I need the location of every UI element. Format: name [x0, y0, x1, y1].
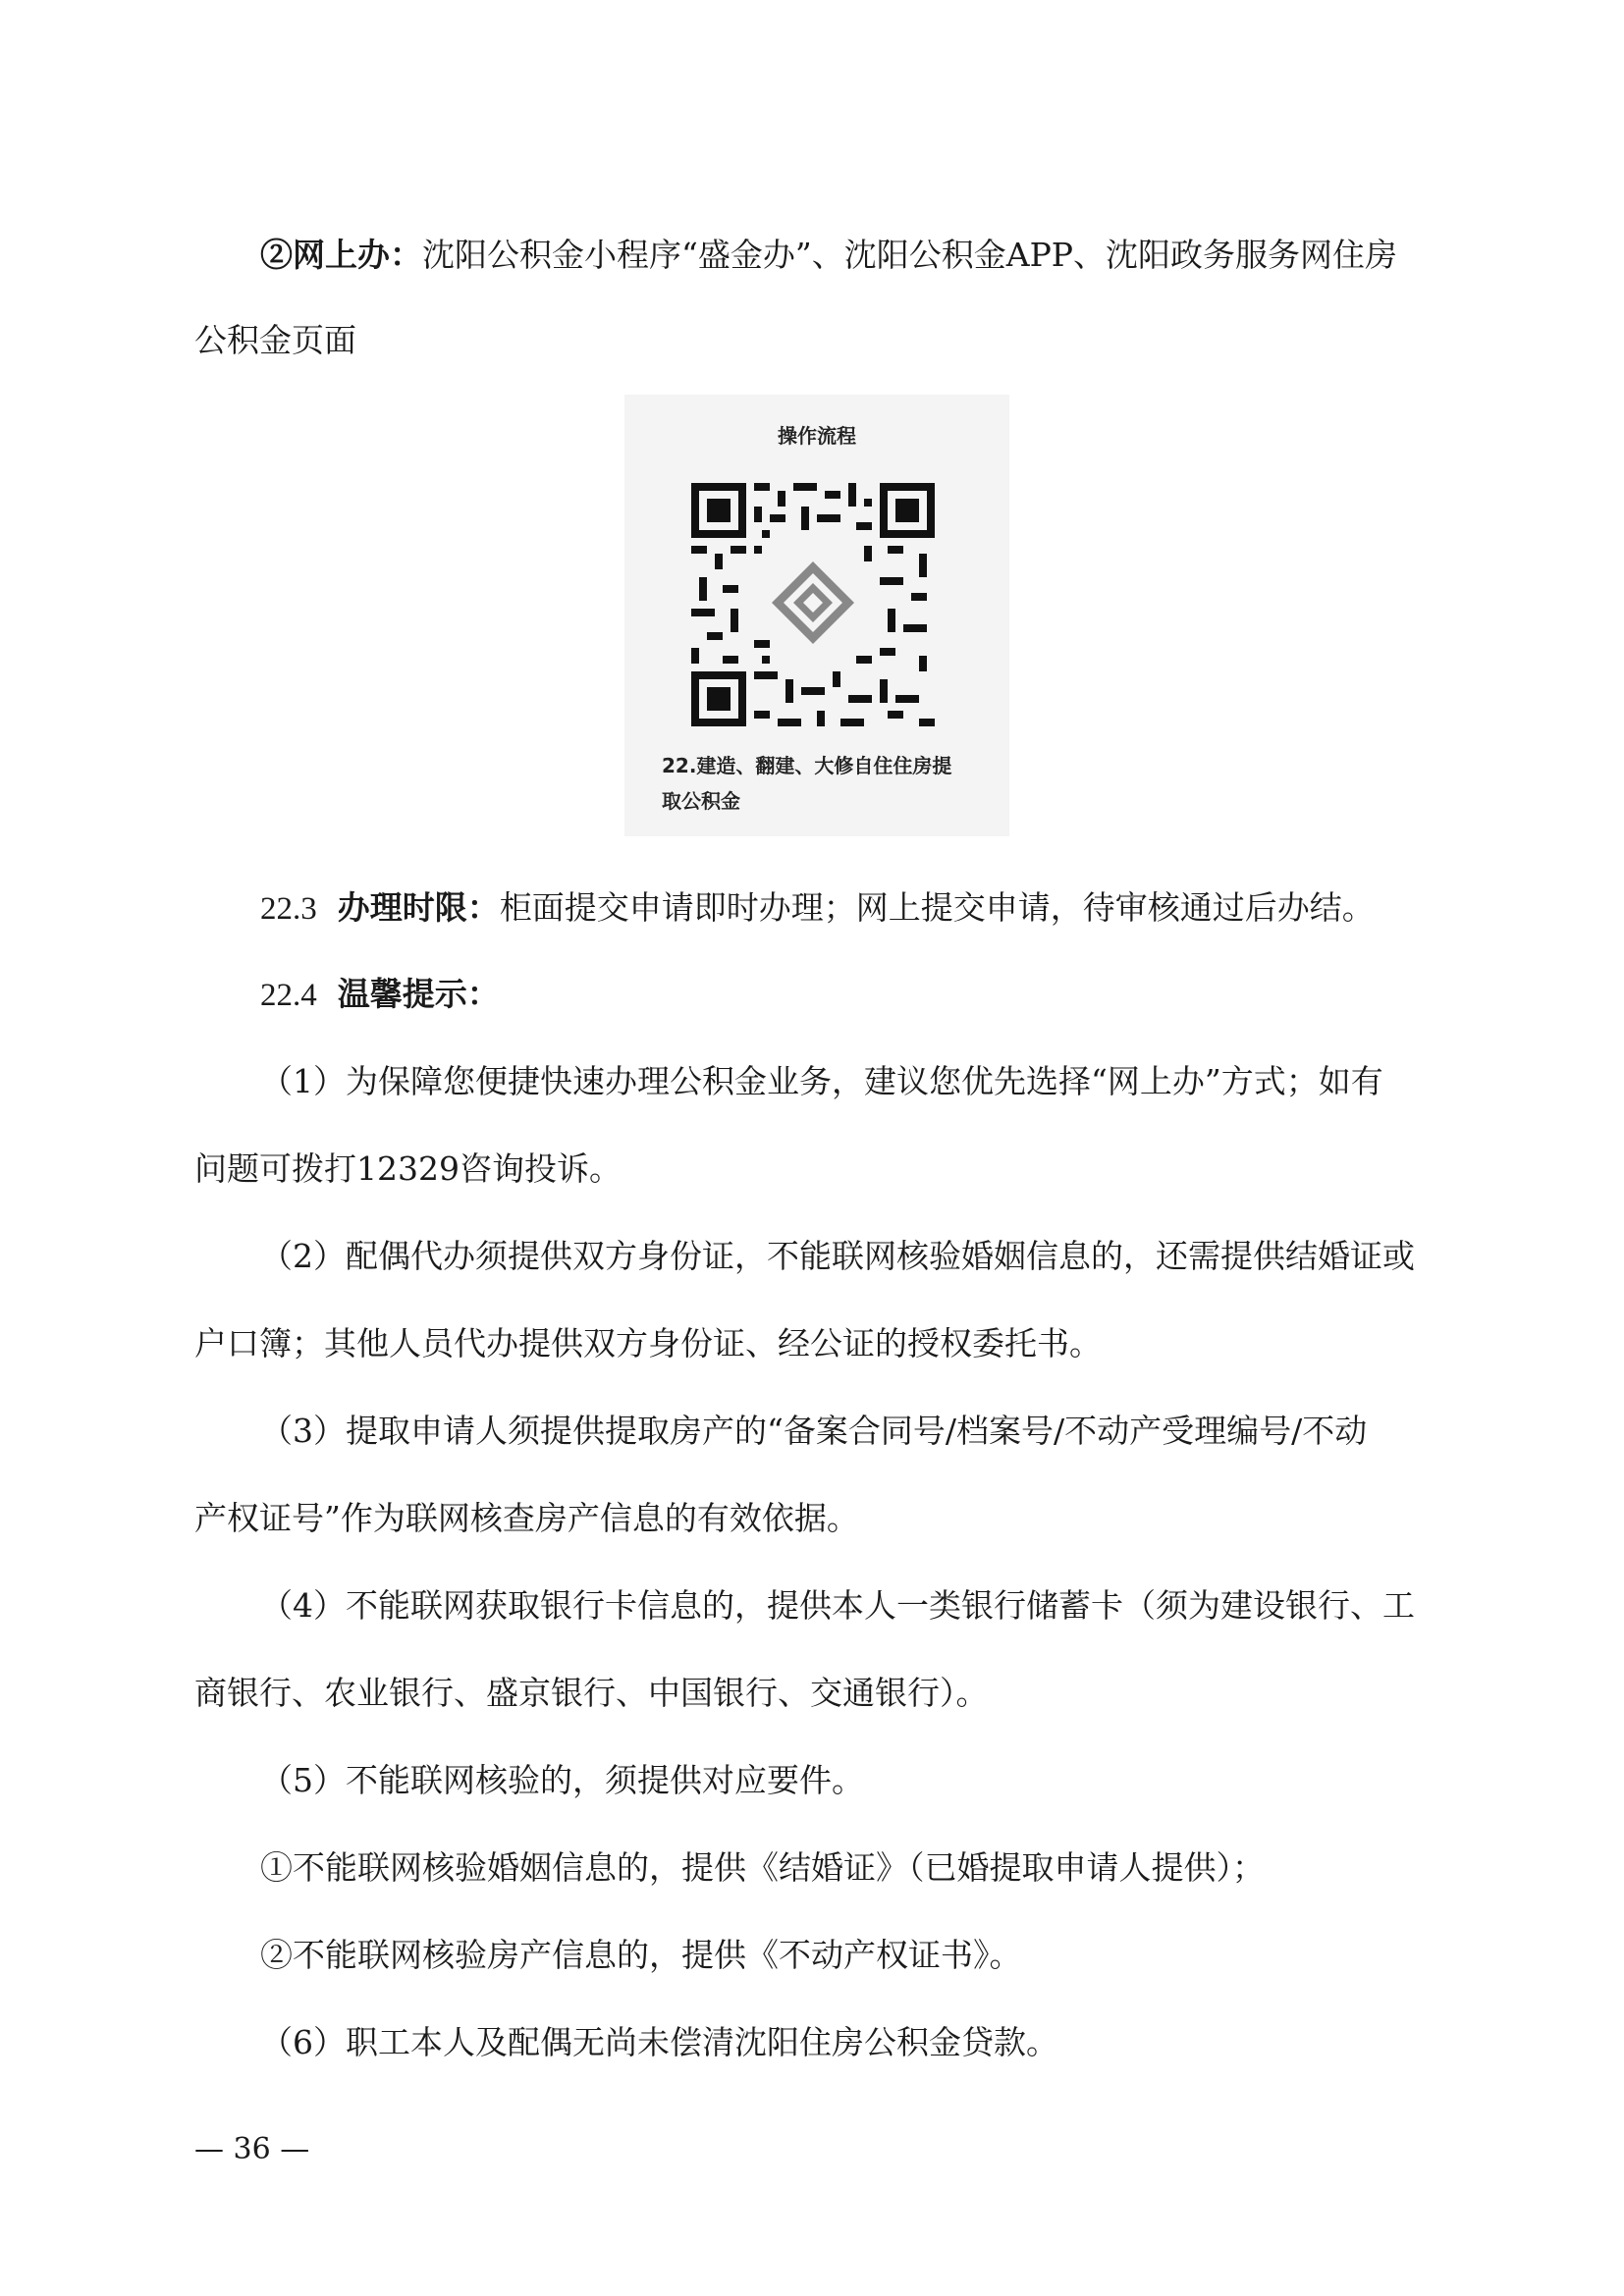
- section-22-3-text: 柜面提交申请即时办理；网上提交申请，待审核通过后办结。: [499, 888, 1375, 927]
- qr-code-image: [691, 483, 935, 726]
- tip-3-line-1: （3）提取申请人须提供提取房产的“备案合同号/档案号/不动产受理编号/不动: [260, 1412, 1368, 1450]
- section-22-4: [260, 973, 1441, 1017]
- online-line-2: 公积金页面: [194, 321, 356, 359]
- online-line-1: [260, 234, 1441, 277]
- tip-2-line-2: 户口簿；其他人员代办提供双方身份证、经公证的授权委托书。: [194, 1324, 1102, 1362]
- section-22-4-label: 温馨提示：: [337, 975, 500, 1013]
- tip-4-line-1: （4）不能联网获取银行卡信息的，提供本人一类银行储蓄卡（须为建设银行、工: [260, 1586, 1415, 1625]
- tip-5: （5）不能联网核验的，须提供对应要件。: [260, 1761, 864, 1799]
- tip-3-line-2: 产权证号”作为联网核查房产信息的有效依据。: [194, 1499, 859, 1537]
- section-22-4-number: 22.4: [260, 978, 317, 1013]
- tip-5-item-2: ②不能联网核验房产信息的，提供《不动产权证书》。: [260, 1936, 1022, 1974]
- section-22-3-number: 22.3: [260, 891, 317, 927]
- tip-6: （6）职工本人及配偶无尚未偿清沈阳住房公积金贷款。: [260, 2023, 1058, 2061]
- qr-caption-line-1: 22.建造、翻建、大修自住住房提: [662, 754, 952, 777]
- online-label: ②网上办：: [260, 236, 422, 274]
- qr-card: [624, 395, 1009, 836]
- tip-4-line-2: 商银行、农业银行、盛京银行、中国银行、交通银行）。: [194, 1674, 989, 1712]
- tip-1-line-2: 问题可拨打12329咨询投诉。: [194, 1149, 622, 1188]
- tip-5-item-1: ①不能联网核验婚姻信息的，提供《结婚证》（已婚提取申请人提供）；: [260, 1848, 1265, 1887]
- online-text-1: 沈阳公积金小程序“盛金办”、沈阳公积金APP、沈阳政务服务网住房: [422, 236, 1397, 274]
- section-22-3-label: 办理时限：: [337, 888, 500, 927]
- tip-1-line-1: （1）为保障您便捷快速办理公积金业务，建议您优先选择“网上办”方式；如有: [260, 1062, 1383, 1100]
- section-22-3: [260, 886, 1441, 931]
- qr-caption-line-2: 取公积金: [662, 789, 740, 813]
- tip-2-line-1: （2）配偶代办须提供双方身份证，不能联网核验婚姻信息的，还需提供结婚证或: [260, 1237, 1415, 1275]
- qr-card-title: 操作流程: [778, 424, 856, 448]
- page-number: — 36 —: [194, 2132, 310, 2166]
